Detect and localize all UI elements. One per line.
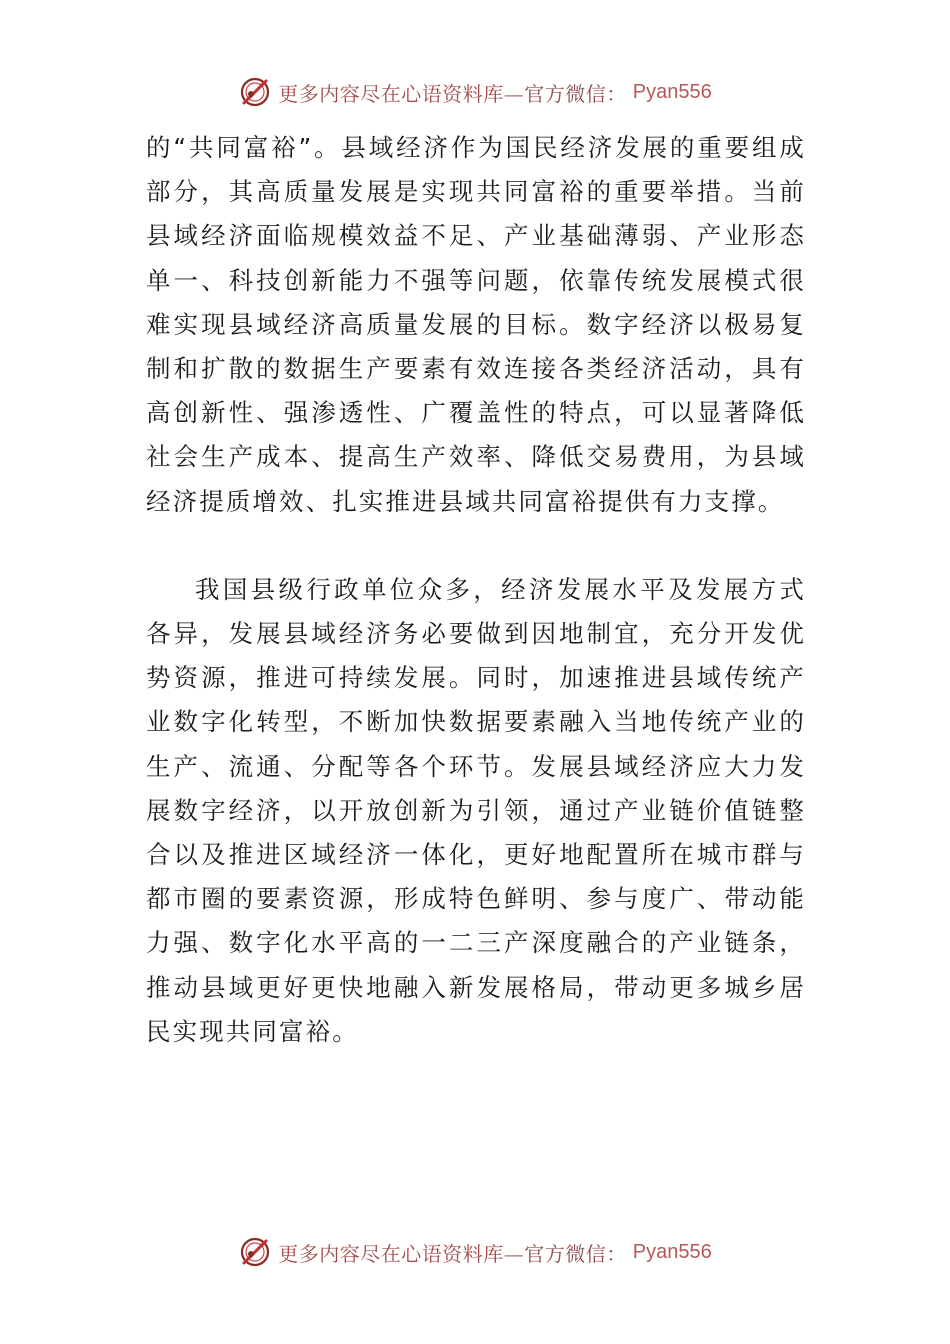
header-brand-text: 更多内容尽在心语资料库—官方微信： [278, 81, 627, 106]
document-body [146, 126, 806, 1054]
header-banner [0, 72, 950, 112]
brand-logo-icon [238, 1235, 272, 1269]
brand-logo-icon [238, 75, 272, 109]
header-wechat-id: Pyan556 [632, 80, 712, 103]
header-banner-content [238, 75, 711, 109]
footer-banner [0, 1232, 950, 1272]
footer-brand-text: 更多内容尽在心语资料库—官方微信： [278, 1241, 627, 1266]
footer-wechat-id: Pyan556 [632, 1240, 712, 1263]
paragraph: 我国县级行政单位众多，经济发展水平及发展方式各异，发展县域经济务必要做到因地制宜，充分开发优势资源，推进可持续发展。同时，加速推进县域传统产业数字化转型，不断加快数据要素融入当地传统产业的生产、流通、分配等各个环节。发展县域经济应大力发展数字经济，以开放创新为引领，通过产业链价值链整合以及推进区域经济一体化，更好地配置所在城市群与都市圈的要素资源，形成特色鲜明、参与度广、带动能力强、数字化水平高的一二三产深度融合的产业链条，推动县域更好更快地融入新发展格局，带动更多城乡居民实现共同富裕。 [146, 574, 806, 1046]
paragraph-continuation: 的“共同富裕”。县域经济作为国民经济发展的重要组成部分，其高质量发展是实现共同富裕的重要举措。当前县域经济面临规模效益不足、产业基础薄弱、产业形态单一、科技创新能力不强等问题，依靠传统发展模式很难实现县域经济高质量发展的目标。数字经济以极易复制和扩散的数据生产要素有效连接各类经济活动，具有高创新性、强渗透性、广覆盖性的特点，可以显著降低社会生产成本、提高生产效率、降低交易费用，为县域经济提质增效、扎实推进县域共同富裕提供有力支撑。 [146, 133, 806, 516]
footer-banner-content [238, 1235, 711, 1269]
paragraph-gap [146, 524, 806, 568]
